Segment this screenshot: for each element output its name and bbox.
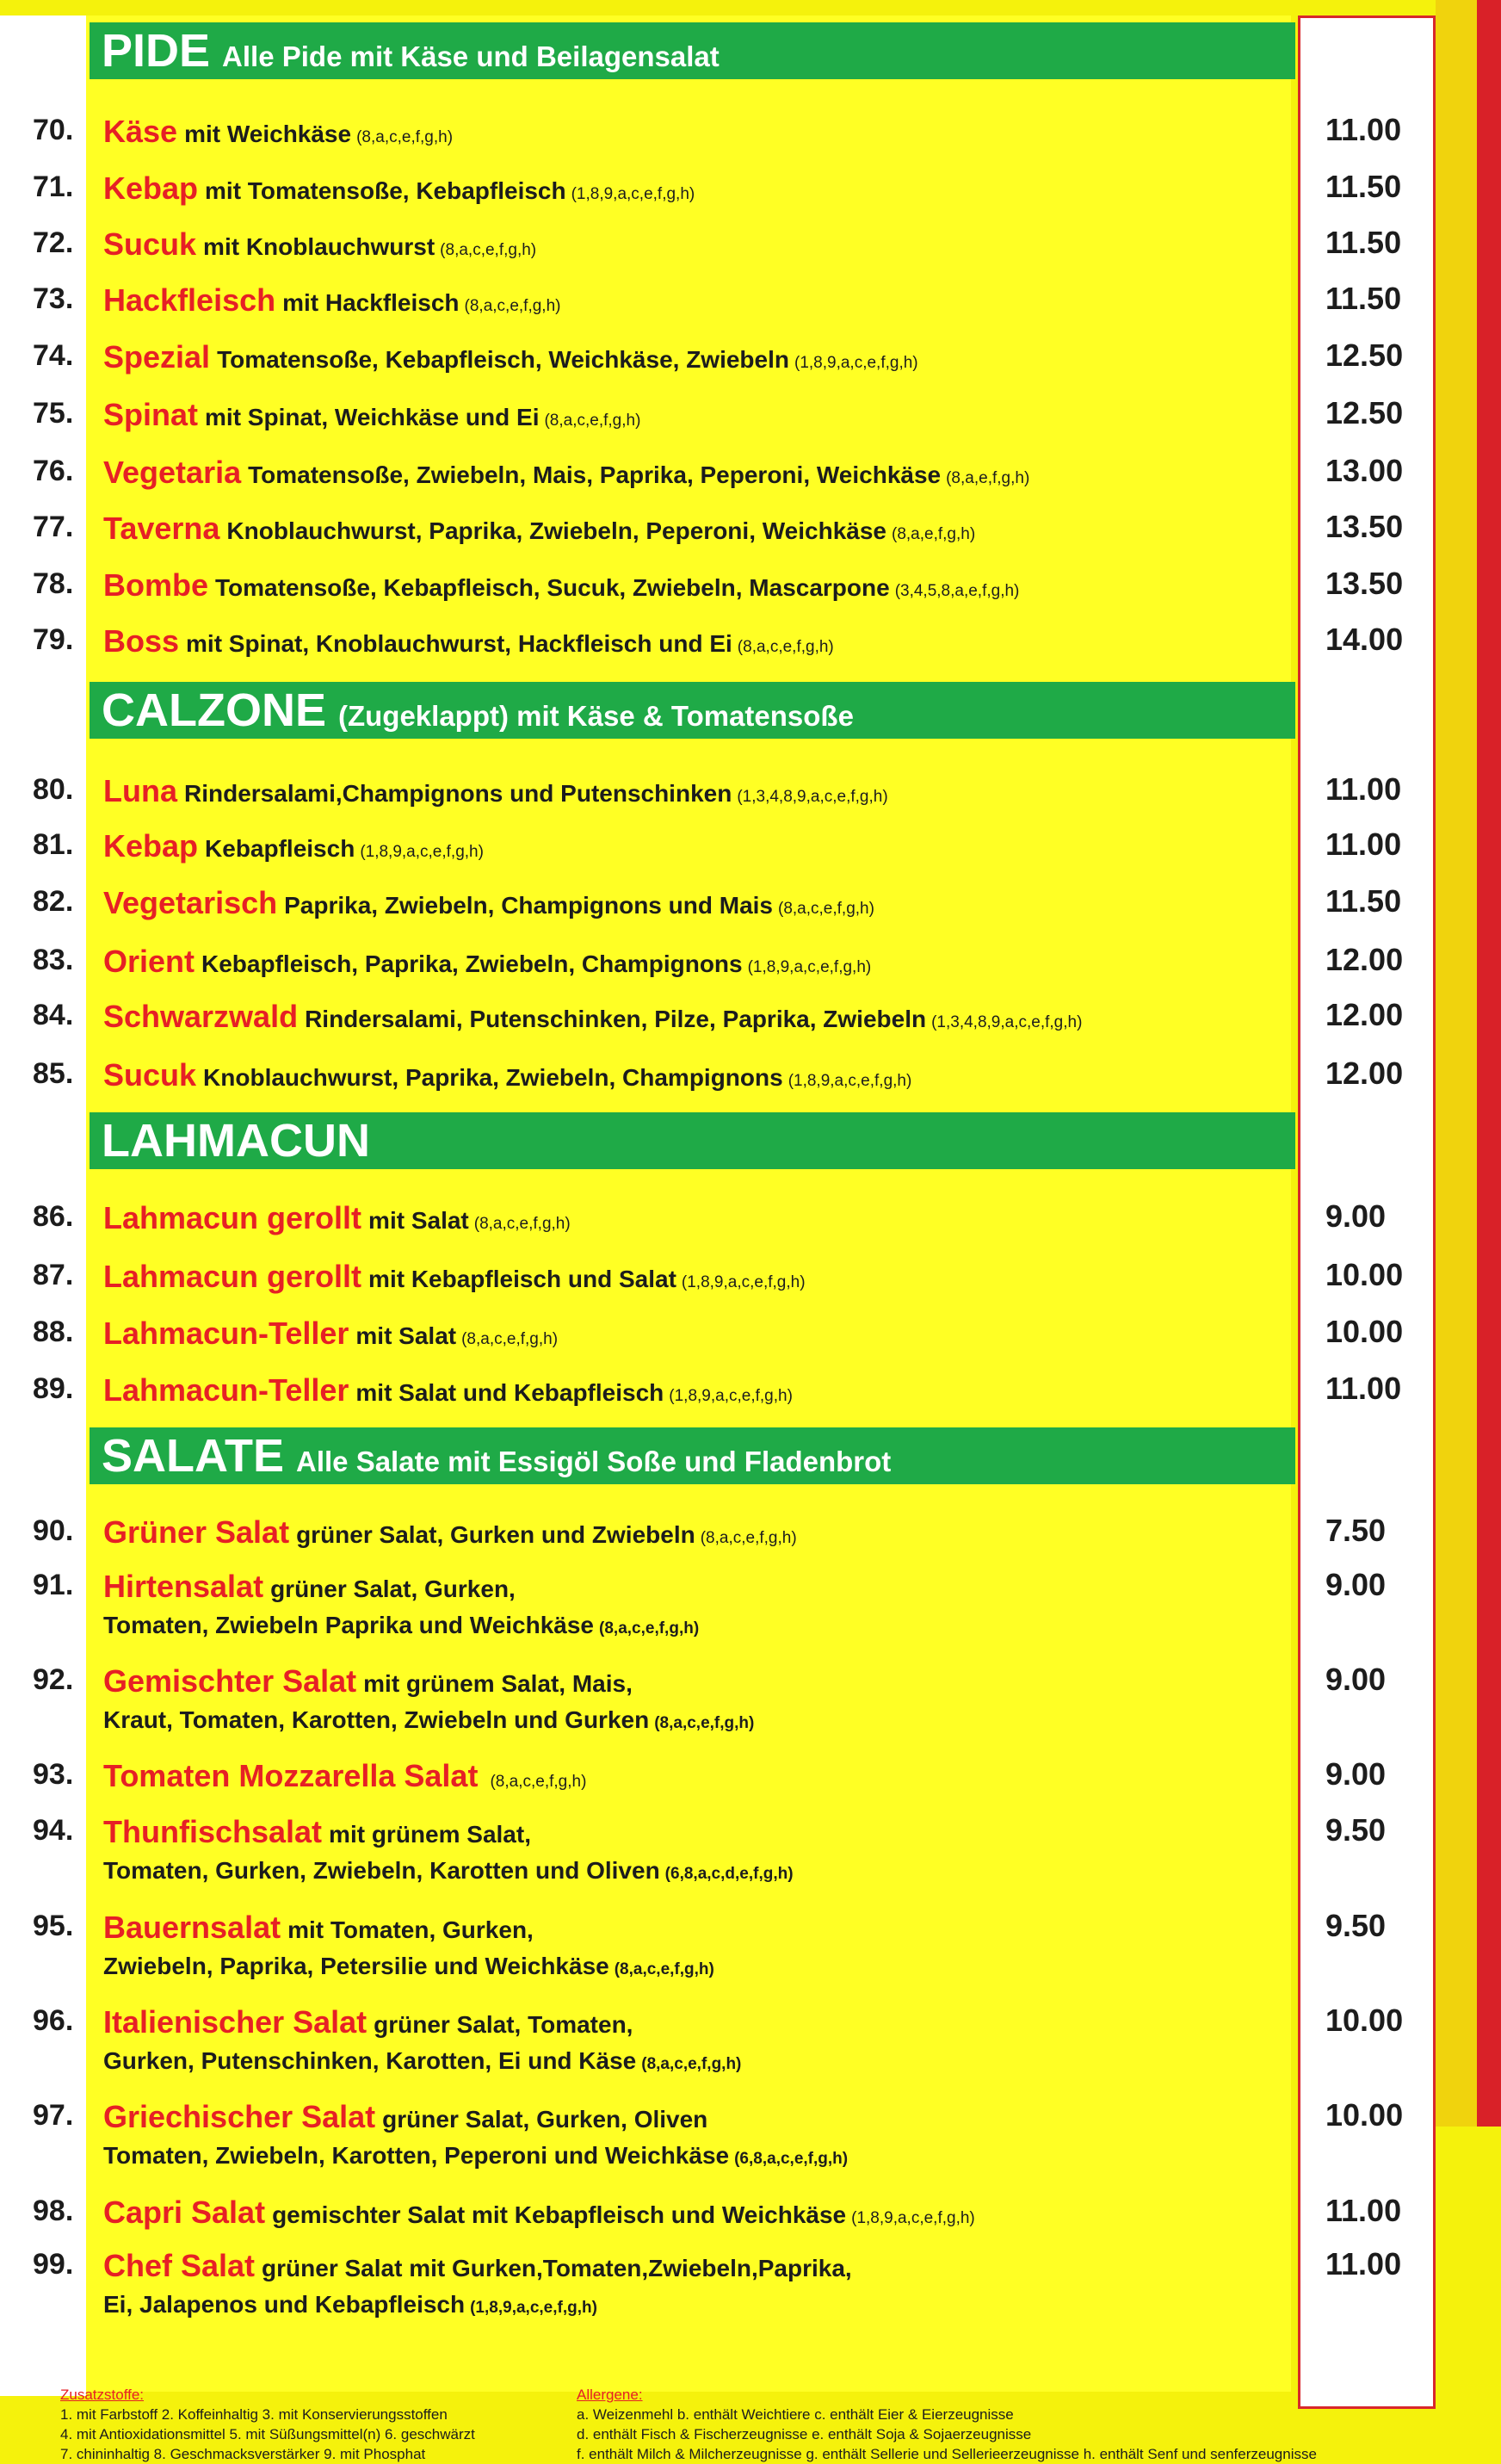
item-price: 9.00	[1325, 1662, 1387, 1697]
item-description: mit Knoblauchwurst	[203, 232, 435, 260]
item-name: Käse	[103, 114, 178, 149]
item-codes: (1,3,4,8,9,a,c,e,f,g,h)	[737, 787, 888, 806]
item-number: 99.	[33, 2248, 74, 2281]
item-name: Boss	[103, 622, 180, 659]
menu-item	[33, 1514, 1306, 1561]
item-number: 82.	[33, 885, 74, 919]
item-name: Bauernsalat	[103, 1909, 281, 1945]
item-name: Hirtensalat	[103, 1568, 264, 1604]
menu-item	[33, 114, 1306, 160]
section-banner	[90, 22, 1295, 79]
menu-item	[33, 397, 1306, 443]
item-codes-2: (8,a,c,e,f,g,h)	[654, 1714, 755, 1732]
item-description: grüner Salat mit Gurken,Tomaten,Zwiebeln,Paprika,	[262, 2255, 852, 2282]
item-name: Bombe	[103, 566, 209, 603]
item-description: mit Tomaten, Gurken,	[287, 1916, 534, 1943]
item-description-2: Tomaten, Gurken, Zwiebeln, Karotten und Oliven	[103, 1857, 660, 1885]
item-number: 91.	[33, 1568, 74, 1601]
item-name: Thunfischsalat	[103, 1814, 323, 1850]
zusatzstoffe	[60, 2385, 475, 2464]
item-number: 87.	[33, 1258, 74, 1291]
item-description: mit Weichkäse	[184, 121, 352, 147]
item-codes-2: (6,8,a,c,e,f,g,h)	[734, 2150, 849, 2169]
item-number: 73.	[33, 282, 74, 315]
item-price: 10.00	[1325, 1313, 1404, 1349]
menu-item	[33, 1758, 1306, 1805]
item-number: 88.	[33, 1315, 74, 1348]
item-codes: (1,8,9,a,c,e,f,g,h)	[851, 2208, 975, 2227]
item-price: 13.00	[1325, 453, 1404, 488]
item-number: 83.	[33, 943, 74, 976]
item-description: mit Spinat, Knoblauchwurst, Hackfleisch und Ei	[186, 629, 732, 657]
item-description-2: Tomaten, Zwiebeln Paprika und Weichkäse	[103, 1611, 595, 1638]
section-title: CALZONE	[102, 684, 326, 736]
item-description: Kebapfleisch	[205, 835, 355, 863]
item-description: Kebapfleisch, Paprika, Zwiebeln, Champignons	[201, 950, 743, 977]
item-name: Taverna	[103, 510, 220, 546]
item-price: 11.00	[1325, 1370, 1402, 1406]
section-subtitle: Alle Salate mit Essigöl Soße und Fladenbrot	[296, 1446, 892, 1478]
item-name: Kebap	[103, 828, 199, 864]
item-name: Vegetaria	[103, 455, 242, 490]
item-number: 98.	[33, 2194, 74, 2227]
item-price: 9.50	[1325, 1907, 1387, 1943]
item-codes: (8,a,c,e,f,g,h)	[356, 128, 454, 146]
item-description: mit Hackfleisch	[282, 288, 460, 316]
menu-item	[33, 773, 1306, 820]
item-codes: (8,a,c,e,f,g,h)	[464, 296, 561, 315]
item-price: 11.00	[1325, 112, 1402, 147]
item-name: Gemischter Salat	[103, 1663, 357, 1699]
item-codes: (8,a,c,e,f,g,h)	[544, 411, 641, 430]
item-name: Grüner Salat	[103, 1514, 290, 1551]
item-number: 76.	[33, 455, 74, 487]
item-price: 9.50	[1325, 1812, 1387, 1848]
item-codes: (1,3,4,8,9,a,c,e,f,g,h)	[931, 1013, 1083, 1032]
item-description-2: Kraut, Tomaten, Karotten, Zwiebeln und Gurken	[103, 1706, 650, 1733]
zusatz-line: 7. chininhaltig 8. Geschmacksverstärker 9. mit Phosphat	[60, 2446, 426, 2462]
item-price: 12.50	[1325, 337, 1404, 373]
item-number: 89.	[33, 1371, 74, 1405]
item-description: Knoblauchwurst, Paprika, Zwiebeln, Champignons	[203, 1063, 783, 1091]
menu-item	[33, 2195, 1306, 2241]
menu-item	[33, 1259, 1306, 1305]
item-description: grüner Salat, Gurken, Oliven	[382, 2106, 708, 2133]
item-name: Lahmacun-Teller	[103, 1315, 349, 1351]
item-price: 14.00	[1325, 621, 1404, 657]
item-price: 7.50	[1325, 1513, 1387, 1549]
item-number: 96.	[33, 2004, 74, 2037]
menu-item	[33, 885, 1306, 932]
item-name: Capri Salat	[103, 2194, 266, 2230]
item-name: Tomaten Mozzarella Salat	[103, 1758, 479, 1794]
menu-item	[33, 2004, 1306, 2074]
item-number: 72.	[33, 226, 74, 259]
item-number: 95.	[33, 1909, 74, 1942]
section-subtitle: Alle Pide mit Käse und Beilagensalat	[222, 40, 720, 73]
menu-item	[33, 1663, 1306, 1733]
item-name: Italienischer Salat	[103, 2004, 368, 2040]
allergen-line: a. Weizenmehl b. enthält Weichtiere c. enthält Eier & Eierzeugnisse	[577, 2406, 1014, 2423]
item-codes: (8,a,c,e,f,g,h)	[490, 1773, 587, 1792]
item-price: 12.00	[1325, 1055, 1404, 1091]
section-banner	[90, 1427, 1295, 1484]
item-description: mit Spinat, Weichkäse und Ei	[205, 403, 540, 430]
item-codes-2: (8,a,c,e,f,g,h)	[614, 1959, 714, 1978]
item-number: 84.	[33, 999, 74, 1032]
menu-item	[33, 2248, 1306, 2319]
item-number: 81.	[33, 828, 74, 862]
menu-item	[33, 1200, 1306, 1247]
item-name: Schwarzwald	[103, 999, 299, 1035]
item-number: 78.	[33, 566, 74, 600]
item-codes: (1,8,9,a,c,e,f,g,h)	[360, 843, 484, 862]
menu-item	[33, 282, 1306, 329]
item-name: Orient	[103, 943, 195, 979]
item-number: 80.	[33, 772, 74, 806]
section-title: SALATE	[102, 1430, 284, 1483]
item-codes: (8,a,c,e,f,g,h)	[440, 240, 537, 259]
item-description: grüner Salat, Gurken,	[270, 1575, 516, 1602]
item-name: Kebap	[103, 170, 199, 206]
item-codes: (1,8,9,a,c,e,f,g,h)	[681, 1272, 806, 1291]
item-codes: (8,a,c,e,f,g,h)	[461, 1329, 559, 1348]
item-description: mit grünem Salat, Mais,	[363, 1670, 633, 1697]
item-price: 11.00	[1325, 771, 1402, 807]
menu-item	[33, 1568, 1306, 1638]
menu-item	[33, 511, 1306, 557]
zusatz-title: Zusatzstoffe:	[60, 2387, 145, 2403]
item-description: mit Tomatensoße, Kebapfleisch	[205, 177, 566, 204]
item-number: 75.	[33, 396, 74, 430]
item-description: Paprika, Zwiebeln, Champignons und Mais	[284, 892, 773, 919]
item-codes: (1,8,9,a,c,e,f,g,h)	[669, 1386, 793, 1405]
item-name: Sucuk	[103, 226, 197, 262]
menu-item	[33, 1316, 1306, 1362]
item-codes-2: (6,8,a,c,d,e,f,g,h)	[664, 1865, 794, 1884]
item-number: 94.	[33, 1814, 74, 1848]
item-price: 9.00	[1325, 1566, 1387, 1602]
item-price: 10.00	[1325, 2097, 1404, 2133]
item-description-2: Gurken, Putenschinken, Karotten, Ei und Käse	[103, 2047, 637, 2074]
section-subtitle: (Zugeklappt) mit Käse & Tomatensoße	[337, 700, 854, 732]
item-price: 13.50	[1325, 508, 1404, 544]
item-number: 93.	[33, 1758, 74, 1792]
item-price: 11.50	[1325, 169, 1402, 204]
item-number: 90.	[33, 1514, 74, 1548]
menu-item	[33, 226, 1306, 273]
item-name: Spinat	[103, 396, 199, 432]
menu-item	[33, 2099, 1306, 2170]
item-description: Rindersalami, Putenschinken, Pilze, Paprika, Zwiebeln	[305, 1006, 927, 1033]
item-description: grüner Salat, Tomaten,	[374, 2011, 633, 2038]
item-codes: (8,a,c,e,f,g,h)	[473, 1215, 571, 1234]
menu-item	[33, 1909, 1306, 1979]
allergene	[577, 2385, 1317, 2464]
item-description: gemischter Salat mit Kebapfleisch und Weichkäse	[272, 2201, 847, 2228]
item-codes-2: (8,a,c,e,f,g,h)	[641, 2055, 742, 2073]
item-description: Tomatensoße, Zwiebeln, Mais, Paprika, Peperoni, Weichkäse	[248, 461, 942, 488]
item-name: Lahmacun-Teller	[103, 1371, 349, 1408]
item-codes: (3,4,5,8,a,e,f,g,h)	[894, 581, 1020, 600]
item-description: grüner Salat, Gurken und Zwiebeln	[296, 1521, 695, 1549]
item-price: 11.00	[1325, 2246, 1402, 2282]
item-price: 11.50	[1325, 280, 1402, 316]
item-codes: (1,8,9,a,c,e,f,g,h)	[788, 1071, 912, 1090]
item-description: Tomatensoße, Kebapfleisch, Sucuk, Zwiebeln, Mascarpone	[215, 573, 890, 601]
item-description: mit Salat	[355, 1322, 457, 1349]
section-banner	[90, 682, 1295, 739]
menu-item	[33, 999, 1306, 1045]
item-codes: (8,a,c,e,f,g,h)	[700, 1529, 797, 1548]
item-number: 86.	[33, 1200, 74, 1234]
menu-item	[33, 623, 1306, 670]
item-description: Tomatensoße, Kebapfleisch, Weichkäse, Zwiebeln	[217, 345, 789, 373]
section-title: LAHMACUN	[102, 1115, 370, 1167]
item-price: 12.00	[1325, 997, 1404, 1033]
item-number: 92.	[33, 1663, 74, 1696]
item-name: Vegetarisch	[103, 885, 278, 921]
section-banner	[90, 1112, 1295, 1169]
item-name: Griechischer Salat	[103, 2099, 376, 2135]
section-title: PIDE	[102, 25, 211, 77]
item-description-2: Zwiebeln, Paprika, Petersilie und Weichkäse	[103, 1952, 609, 1979]
item-number: 71.	[33, 170, 74, 203]
item-number: 77.	[33, 510, 74, 543]
item-description: mit Salat und Kebapfleisch	[355, 1378, 664, 1406]
menu-item	[33, 455, 1306, 501]
item-codes-2: (1,8,9,a,c,e,f,g,h)	[470, 2299, 597, 2318]
item-name: Sucuk	[103, 1056, 197, 1093]
zusatz-line: 4. mit Antioxidationsmittel 5. mit Süßungsmittel(n) 6. geschwärzt	[60, 2426, 475, 2442]
menu-item	[33, 339, 1306, 386]
menu-item	[33, 1372, 1306, 1419]
item-codes: (8,a,e,f,g,h)	[892, 524, 976, 543]
item-description: Knoblauchwurst, Paprika, Zwiebeln, Peperoni, Weichkäse	[226, 517, 886, 544]
item-price: 10.00	[1325, 1256, 1404, 1292]
menu-item	[33, 944, 1306, 990]
menu-item	[33, 567, 1306, 614]
item-price: 11.00	[1325, 2192, 1402, 2228]
item-name: Luna	[103, 772, 177, 808]
item-number: 70.	[33, 114, 74, 146]
item-name: Hackfleisch	[103, 282, 276, 318]
item-number: 79.	[33, 622, 74, 656]
item-number: 74.	[33, 338, 74, 372]
page-edge-yellow	[1436, 0, 1477, 2127]
item-description: mit grünem Salat,	[329, 1821, 531, 1848]
item-name: Lahmacun gerollt	[103, 1258, 362, 1294]
allergen-line: d. enthält Fisch & Fischerzeugnisse e. enthält Soja & Sojaerzeugnisse	[577, 2426, 1032, 2442]
item-description-2: Ei, Jalapenos und Kebapfleisch	[103, 2291, 466, 2319]
item-price: 9.00	[1325, 1198, 1387, 1235]
item-codes: (8,a,e,f,g,h)	[946, 469, 1030, 487]
menu-item	[33, 1814, 1306, 1885]
menu-item	[33, 170, 1306, 217]
allergen-title: Allergene:	[577, 2387, 643, 2403]
page-edge-red	[1477, 0, 1501, 2127]
item-price: 10.00	[1325, 2003, 1404, 2038]
item-codes: (1,8,9,a,c,e,f,g,h)	[571, 185, 695, 203]
item-codes: (1,8,9,a,c,e,f,g,h)	[747, 957, 872, 976]
item-number: 97.	[33, 2099, 74, 2133]
item-price: 12.50	[1325, 394, 1404, 430]
item-codes: (8,a,c,e,f,g,h)	[737, 637, 834, 656]
menu-item	[33, 1057, 1306, 1104]
item-price: 11.50	[1325, 883, 1402, 919]
item-number: 85.	[33, 1056, 74, 1090]
item-description: mit Kebapfleisch und Salat	[368, 1265, 676, 1292]
item-price: 9.00	[1325, 1756, 1387, 1792]
zusatz-line: 1. mit Farbstoff 2. Koffeinhaltig 3. mit Konservierungsstoffen	[60, 2406, 448, 2423]
item-codes-2: (8,a,c,e,f,g,h)	[599, 1619, 700, 1638]
item-price: 12.00	[1325, 941, 1404, 977]
menu-item	[33, 828, 1306, 875]
allergen-line: f. enthält Milch & Milcherzeugnisse g. enthält Sellerie und Sellerieerzeugnisse h. enthält Senf und senferzeugnisse	[577, 2446, 1317, 2462]
item-name: Chef Salat	[103, 2248, 256, 2284]
item-name: Lahmacun gerollt	[103, 1200, 362, 1236]
item-price: 13.50	[1325, 565, 1404, 601]
item-price: 11.00	[1325, 826, 1402, 863]
item-codes: (1,8,9,a,c,e,f,g,h)	[794, 353, 918, 372]
item-codes: (8,a,c,e,f,g,h)	[778, 900, 874, 919]
item-description-2: Tomaten, Zwiebeln, Karotten, Peperoni und Weichkäse	[103, 2142, 730, 2170]
item-price: 11.50	[1325, 224, 1402, 260]
item-description: mit Salat	[368, 1207, 469, 1235]
item-description: Rindersalami,Champignons und Putenschinken	[184, 779, 732, 807]
item-name: Spezial	[103, 338, 211, 375]
